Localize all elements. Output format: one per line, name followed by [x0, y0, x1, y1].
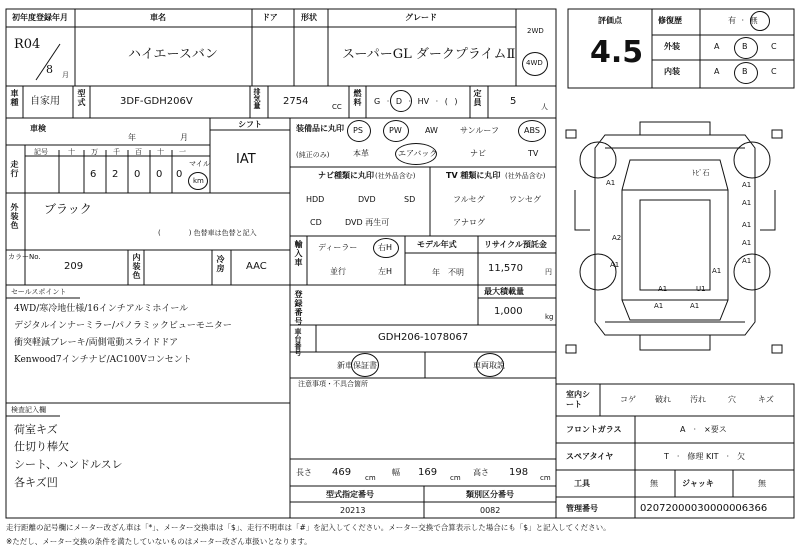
- digit-ichi: 0: [176, 169, 183, 180]
- header-width: 幅: [392, 468, 400, 477]
- header-class-no: 類別区分番号: [466, 490, 514, 499]
- navi-dvd-play: DVD 再生可: [345, 218, 390, 227]
- damage-label: A1: [742, 221, 752, 229]
- shaken-year-unit: 年: [128, 133, 136, 142]
- circle-km: [188, 172, 208, 190]
- digit-jyu: 0: [156, 169, 163, 180]
- equip-sunroof: サンルーフ: [460, 126, 499, 135]
- damage-note: ﾄﾋﾞ石: [692, 169, 710, 177]
- digit-man: 6: [90, 169, 97, 180]
- header-door: ドア: [262, 13, 278, 22]
- digit-hyaku: 0: [134, 169, 141, 180]
- equip-abs: ABS: [524, 126, 540, 135]
- unit-ichi: 一: [179, 148, 186, 156]
- header-caution: 注意事項・不具合箇所: [298, 380, 368, 388]
- displacement: 2754: [283, 96, 309, 107]
- unit-man: 万: [91, 148, 98, 156]
- sales-point: Kenwood7インチナビ/AC100Vコンセント: [14, 355, 192, 365]
- header-grade-exterior: 外装: [664, 42, 680, 51]
- inspector-note: シート、ハンドルスレ: [14, 458, 123, 471]
- equip-airbag: エアバック: [398, 149, 438, 158]
- tv-fullseg: フルセグ: [453, 195, 485, 204]
- damage-label: A1: [690, 302, 700, 310]
- header-fuel: 燃料: [353, 89, 362, 107]
- exterior-a: A: [714, 42, 720, 51]
- header-equipment: 装備品に丸印: [296, 124, 344, 133]
- ac: AAC: [246, 261, 267, 272]
- width-unit: cm: [450, 474, 461, 482]
- capacity: 5: [510, 96, 517, 107]
- circle-pw: [383, 120, 409, 142]
- drive-4wd: 4WD: [526, 59, 543, 67]
- damage-label: U1: [696, 285, 706, 293]
- equip-pw: PW: [389, 126, 402, 135]
- seat-tear: 破れ: [655, 395, 671, 404]
- circle-fuel-d: [390, 90, 412, 112]
- circle-repair-none: [750, 11, 770, 31]
- shaken-month-unit: 月: [180, 133, 188, 142]
- kg-unit: kg: [545, 313, 554, 321]
- equip-aw: AW: [425, 126, 438, 135]
- header-max-load: 最大積載量: [484, 287, 524, 296]
- exterior-color: ブラック: [44, 202, 92, 216]
- damage-label: A1: [712, 267, 722, 275]
- drive-2wd: 2WD: [527, 27, 544, 35]
- repair: 有 · 無: [728, 16, 758, 25]
- seat-scratch: キズ: [758, 395, 774, 404]
- equip-leather: 本革: [353, 149, 369, 158]
- manual: 車両取説: [473, 361, 505, 370]
- damage-label: A1: [654, 302, 664, 310]
- fuel: G · D · HV · ( ): [374, 97, 458, 106]
- header-repair: 修復歴: [658, 16, 682, 25]
- header-category: 車種: [10, 89, 19, 107]
- header-color-no: カラーNo.: [8, 253, 41, 261]
- windshield: A · ×要ス: [680, 425, 727, 434]
- header-height: 高さ: [473, 468, 489, 477]
- tool: 無: [650, 479, 658, 488]
- header-first-registration: 初年度登録年月: [12, 13, 68, 22]
- seat-hole: 穴: [728, 395, 736, 404]
- header-shape: 形状: [301, 13, 317, 22]
- header-interior-color: 内装色: [132, 253, 141, 280]
- jack: 無: [758, 479, 766, 488]
- color-no: 209: [64, 261, 84, 272]
- management-no: 02072000030000006366: [640, 503, 768, 514]
- navi-sd: SD: [404, 195, 416, 204]
- warranty: 新車保証書: [337, 361, 377, 370]
- header-displacement: 排気量: [253, 88, 261, 109]
- max-load: 1,000: [494, 306, 523, 317]
- unit-jyu-man: 十: [68, 148, 75, 156]
- header-windshield: フロントガラス: [566, 425, 622, 434]
- yen-unit: 円: [545, 268, 552, 276]
- seat-stain: 汚れ: [690, 395, 706, 404]
- header-capacity: 定員: [473, 89, 482, 107]
- circle-exterior-b: [734, 37, 758, 59]
- circle-interior-b: [734, 62, 758, 84]
- damage-label: A1: [742, 181, 752, 189]
- model: 3DF-GDH206V: [120, 96, 193, 107]
- spare-tire: T · 修理 KIT · 欠: [664, 452, 746, 461]
- footer-note: 走行距離の記号欄にメーター改ざん車は「*」、メーター交換車は「$」、走行不明車は「#」を記入してください。メーター交換で合算表示した場合にも「$」と記入してください。: [6, 523, 611, 532]
- circle-right-hand: [373, 238, 399, 258]
- header-type-no: 型式指定番号: [326, 490, 374, 499]
- header-equipment-sub: (純正のみ): [296, 151, 330, 159]
- type-no: 20213: [340, 506, 366, 515]
- header-chassis: 車台番号: [294, 328, 302, 356]
- class-no: 0082: [480, 506, 501, 515]
- header-management-no: 管理番号: [566, 504, 598, 513]
- length-unit: cm: [365, 474, 376, 482]
- cc-unit: CC: [332, 103, 342, 111]
- inspector-note: 仕切り棒欠: [14, 440, 69, 453]
- mile-unit: マイル: [189, 160, 210, 168]
- header-shaken: 車検: [30, 124, 46, 133]
- interior-b: B: [742, 67, 748, 76]
- width: 169: [418, 467, 438, 478]
- recycle: 11,570: [488, 263, 523, 274]
- color-change-note: ( ) 色替車は色替と記入: [158, 229, 257, 237]
- import-parallel: 並行: [330, 267, 346, 276]
- interior-a: A: [714, 67, 720, 76]
- exterior-c: C: [771, 42, 777, 51]
- grade: スーパーGL ダークプライムⅡ: [342, 47, 516, 62]
- header-model-year: モデル年式: [417, 240, 457, 249]
- inspector-note: 各キズ凹: [14, 476, 58, 489]
- header-model: 型式: [77, 89, 86, 107]
- header-kigo: 記号: [34, 148, 48, 156]
- equip-tv: TV: [528, 149, 539, 158]
- car-diagram: [566, 122, 782, 353]
- header-grade-interior: 内装: [664, 67, 680, 76]
- equip-ps: PS: [353, 126, 363, 135]
- unit-jyu: 十: [157, 148, 164, 156]
- interior-c: C: [771, 67, 777, 76]
- score: 4.5: [590, 35, 644, 70]
- circle-manual: [476, 353, 504, 377]
- chassis: GDH206-1078067: [378, 332, 469, 343]
- sales-point: 4WD/寒冷地仕様/16インチアルミホイール: [14, 304, 189, 314]
- header-interior-seat: 室内シート: [566, 390, 590, 409]
- header-tv-type: TV 種類に丸印: [446, 171, 501, 180]
- first-registration-month: 8: [46, 63, 53, 76]
- km-unit: km: [193, 177, 204, 185]
- header-shift: シフト: [238, 120, 262, 129]
- damage-label: A2: [612, 234, 622, 242]
- header-navi-type-sub: (社外品含む): [375, 172, 416, 180]
- damage-label: A1: [658, 285, 668, 293]
- damage-label: A1: [742, 257, 752, 265]
- circle-airbag: [395, 143, 437, 165]
- inspector-note: 荷室キズ: [14, 423, 58, 436]
- circle-4wd: [522, 52, 548, 76]
- damage-label: A1: [606, 179, 616, 187]
- header-recycle: リサイクル預託金: [484, 240, 547, 249]
- header-mileage: 走行: [10, 160, 19, 178]
- header-exterior-color: 外装色: [10, 203, 19, 230]
- circle-ps: [347, 120, 371, 142]
- person-unit: 人: [541, 103, 548, 111]
- damage-label: A1: [610, 261, 620, 269]
- import-dealer: ディーラー: [318, 243, 358, 252]
- length: 469: [332, 467, 352, 478]
- footer-note: ※ただし、メーター交換の条件を満たしていないものはメーター改ざん車扱いとなります。: [6, 537, 312, 546]
- tv-oneseg: ワンセグ: [509, 195, 541, 204]
- header-import: 輸入車: [294, 240, 303, 267]
- unit-hyaku: 百: [135, 148, 142, 156]
- header-spare-tire: スペアタイヤ: [566, 452, 614, 461]
- car-name: ハイエースバン: [128, 47, 218, 62]
- unit-sen: 千: [113, 148, 120, 156]
- model-year: 年 不明: [432, 268, 464, 277]
- height: 198: [509, 467, 529, 478]
- header-ac: 冷房: [216, 255, 225, 273]
- sales-point: 衝突軽減ブレーキ/両側電動スライドドア: [14, 338, 179, 348]
- header-jack: ジャッキ: [682, 479, 714, 488]
- header-length: 長さ: [296, 468, 312, 477]
- shift: IAT: [236, 152, 256, 167]
- header-navi-type: ナビ種類に丸印: [318, 171, 374, 180]
- header-tv-type-sub: (社外品含む): [505, 172, 546, 180]
- circle-abs: [518, 120, 546, 142]
- navi-hdd: HDD: [306, 195, 325, 204]
- first-registration-era: R04: [14, 37, 41, 52]
- height-unit: cm: [540, 474, 551, 482]
- navi-cd: CD: [310, 218, 322, 227]
- category: 自家用: [30, 96, 60, 107]
- tv-analog: アナログ: [453, 218, 485, 227]
- import-left: 左H: [378, 267, 393, 276]
- damage-label: A1: [742, 199, 752, 207]
- damage-label: A1: [742, 239, 752, 247]
- exterior-b: B: [742, 42, 748, 51]
- month-unit: 月: [62, 71, 69, 79]
- digit-sen: 2: [112, 169, 119, 180]
- header-car-name: 車名: [150, 13, 166, 22]
- header-tool: 工具: [574, 479, 590, 488]
- circle-warranty: [351, 353, 379, 377]
- header-grade: グレード: [405, 13, 437, 22]
- header-sales-points: セールスポイント: [11, 288, 67, 296]
- header-inspector-notes: 検査記入欄: [11, 406, 46, 414]
- equip-navi: ナビ: [470, 149, 486, 158]
- seat-burn: コゲ: [620, 395, 636, 404]
- header-score: 評価点: [598, 16, 622, 25]
- navi-dvd: DVD: [358, 195, 376, 204]
- header-reg-no: 登録番号: [294, 290, 303, 326]
- import-right: 右H: [378, 243, 393, 252]
- sales-point: デジタルインナーミラー/パノラミックビューモニター: [14, 321, 232, 331]
